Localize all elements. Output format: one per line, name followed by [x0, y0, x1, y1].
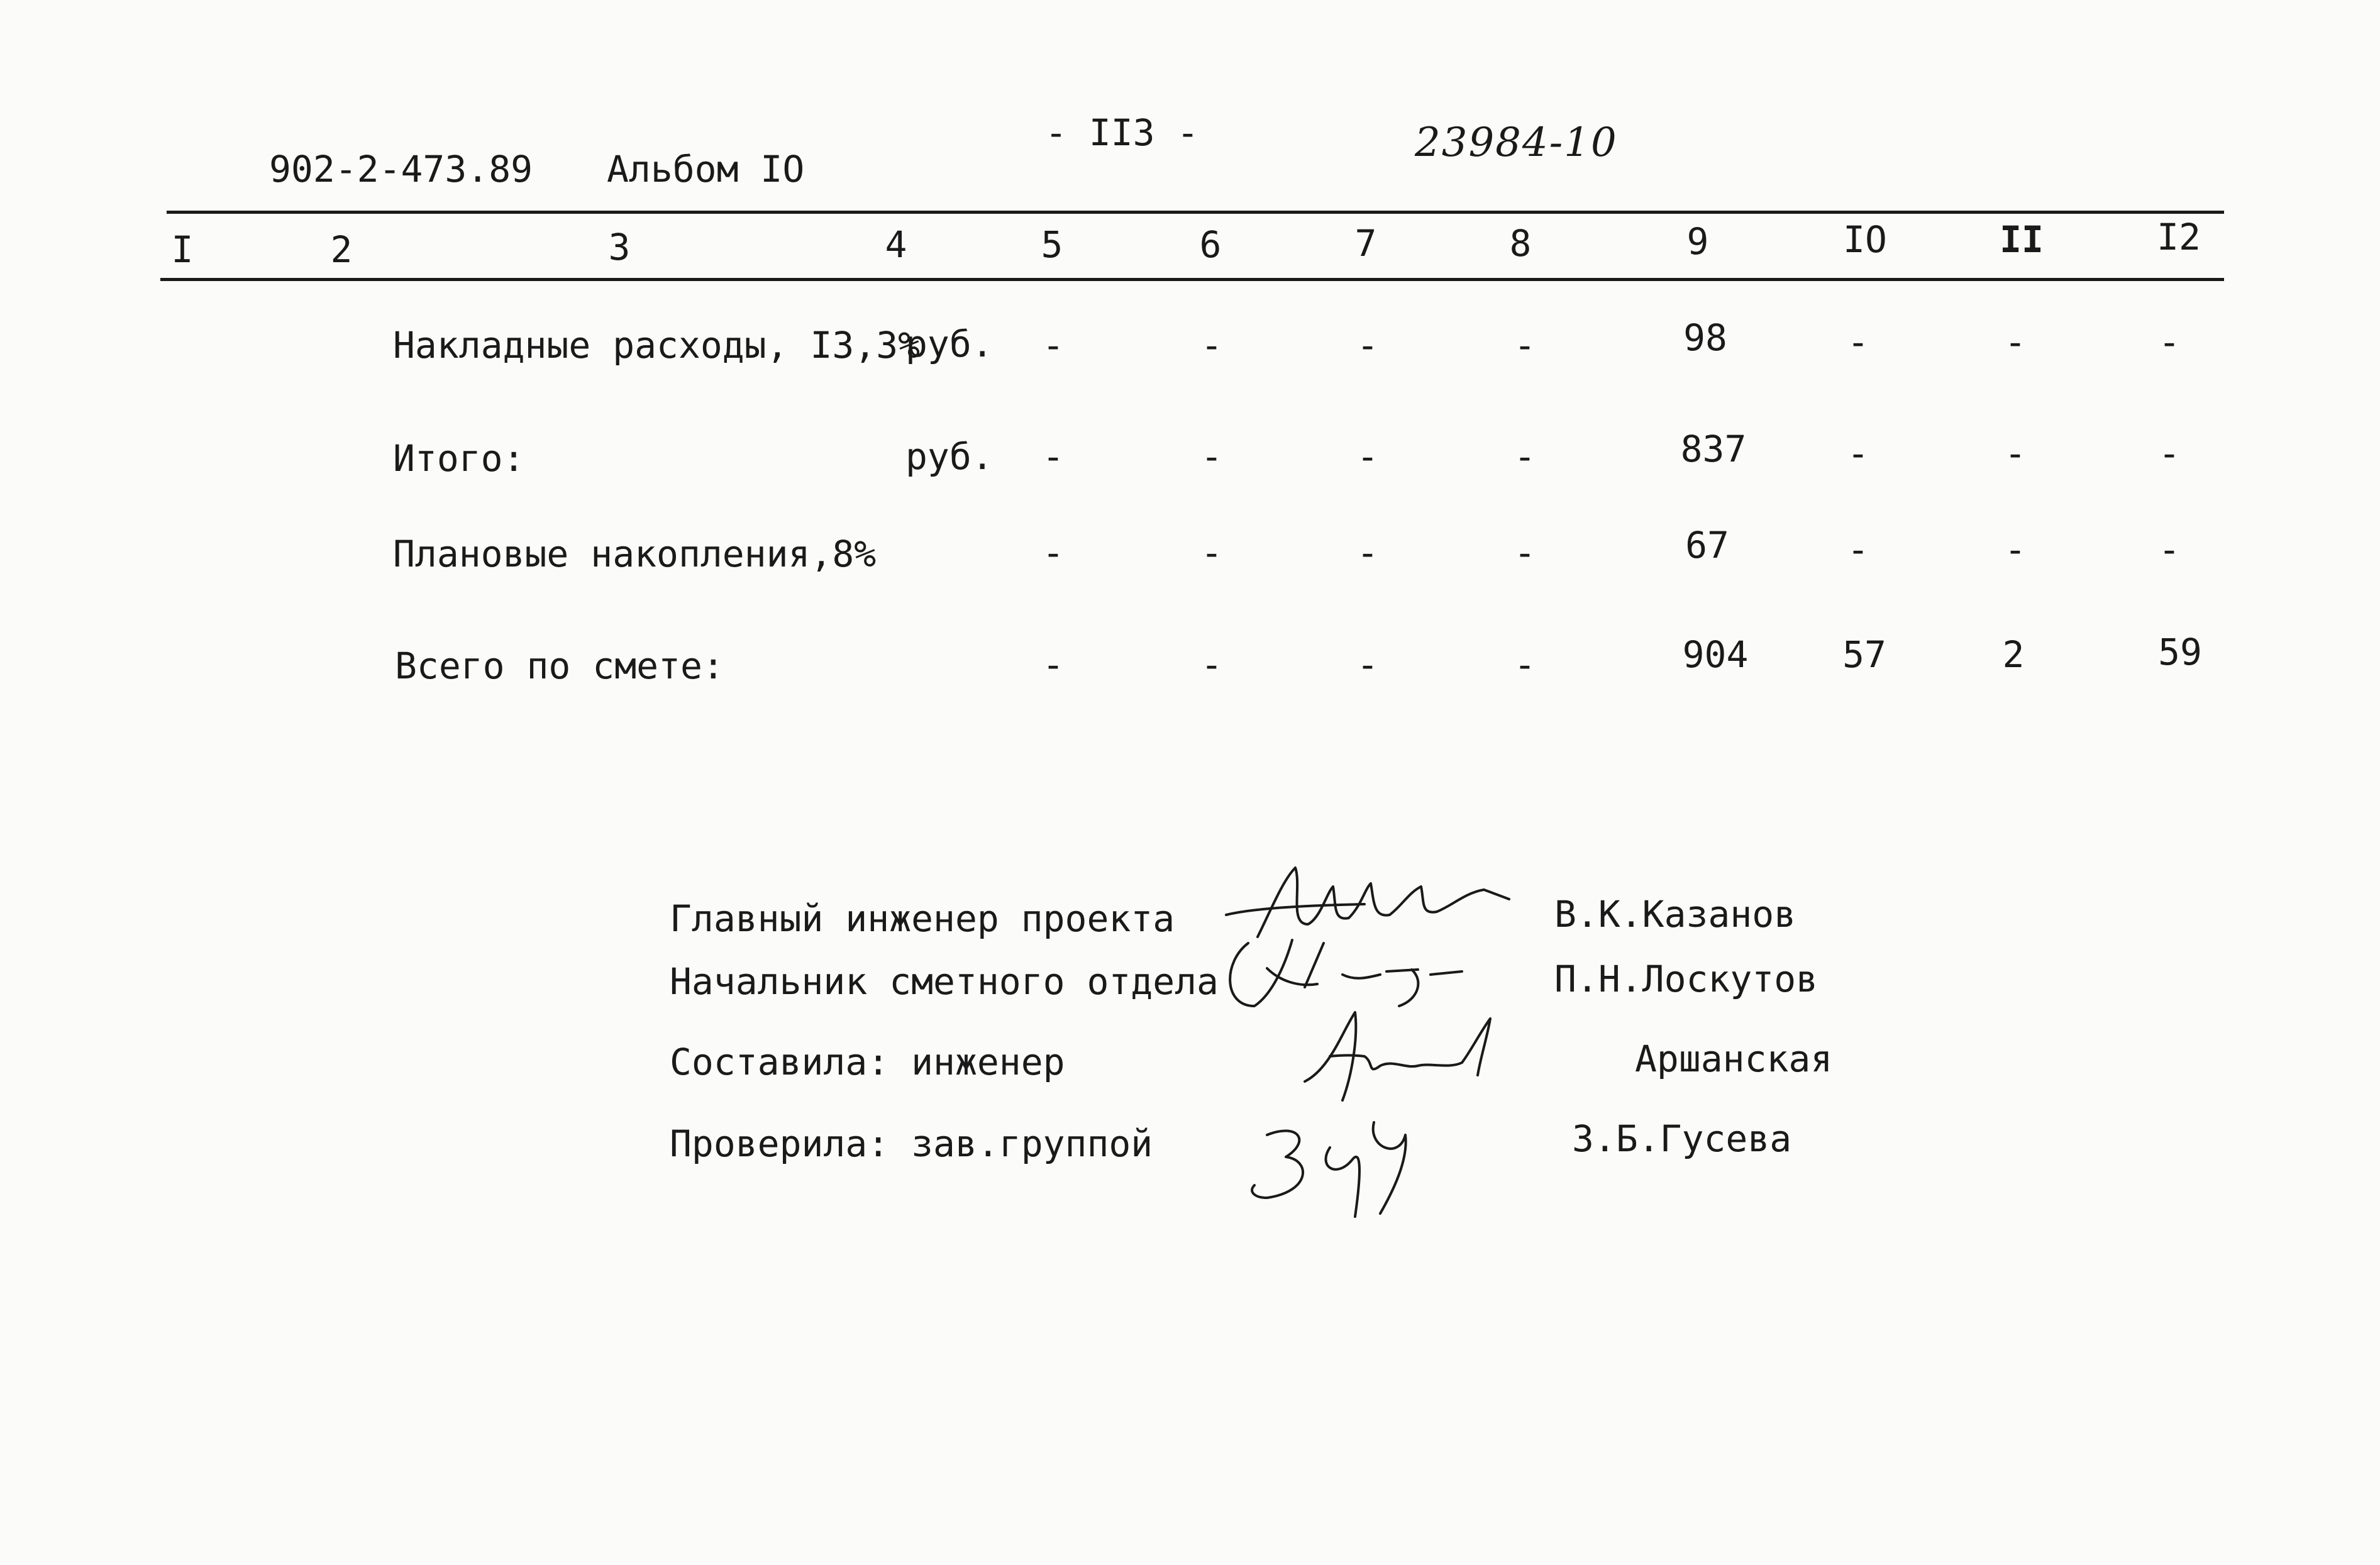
signature-role: Начальник сметного отдела: [670, 960, 1219, 1003]
handwritten-archive-code: 23984-10: [1415, 119, 1618, 166]
table-header-rule: [160, 278, 2224, 281]
row-unit: руб.: [905, 323, 994, 365]
cell-col-7: -: [1356, 643, 1379, 686]
signature-guseva: [1242, 1110, 1443, 1223]
cell-col-7: -: [1356, 324, 1379, 367]
column-number-4: 4: [885, 223, 907, 266]
cell-col-8: -: [1514, 643, 1536, 686]
cell-col-11: -: [2004, 432, 2027, 475]
page-number: - II3 -: [1045, 111, 1199, 154]
cell-col-12: 59: [2158, 631, 2202, 673]
column-number-5: 5: [1041, 223, 1063, 266]
signatory-name: З.Б.Гусева: [1572, 1117, 1792, 1160]
cell-col-11: -: [2004, 528, 2027, 571]
column-number-6: 6: [1199, 223, 1222, 266]
row-label: Итого:: [393, 437, 525, 480]
cell-col-10: -: [1847, 528, 1869, 571]
cell-col-6: -: [1200, 643, 1223, 686]
cell-col-7: -: [1356, 531, 1379, 574]
cell-col-11: 2: [2002, 633, 2025, 676]
column-number-10: IO: [1843, 218, 1887, 261]
cell-col-10: -: [1847, 321, 1869, 363]
cell-col-9: 98: [1683, 316, 1727, 359]
signatory-name: В.К.Казанов: [1554, 893, 1796, 936]
row-label: Плановые накопления,8%: [393, 533, 877, 575]
cell-col-9: 837: [1680, 428, 1747, 470]
row-label: Всего по смете:: [395, 644, 724, 687]
cell-col-5: -: [1042, 531, 1065, 574]
cell-col-11: -: [2004, 321, 2027, 363]
cell-col-9: 67: [1685, 524, 1729, 567]
table-top-rule: [167, 211, 2224, 214]
cell-col-9: 904: [1682, 633, 1749, 676]
column-number-11: II: [2000, 218, 2044, 261]
column-number-12: I2: [2157, 216, 2201, 258]
column-number-9: 9: [1686, 220, 1709, 263]
cell-col-12: -: [2158, 321, 2181, 363]
row-label: Накладные расходы, I3,3%: [393, 324, 921, 367]
column-number-3: 3: [608, 226, 631, 268]
signature-role: Проверила: зав.группой: [670, 1122, 1153, 1165]
signature-arshanskaya: [1292, 1006, 1500, 1107]
signatory-name: Аршанская: [1635, 1037, 1833, 1080]
cell-col-8: -: [1514, 435, 1536, 478]
cell-col-6: -: [1200, 531, 1223, 574]
cell-col-8: -: [1514, 531, 1536, 574]
column-number-8: 8: [1509, 222, 1532, 265]
cell-col-8: -: [1514, 324, 1536, 367]
cell-col-7: -: [1356, 435, 1379, 478]
signature-role: Составила: инженер: [670, 1041, 1065, 1083]
row-unit: руб.: [905, 435, 994, 478]
cell-col-5: -: [1042, 324, 1065, 367]
signature-role: Главный инженер проекта: [670, 897, 1175, 940]
cell-col-5: -: [1042, 435, 1065, 478]
signatory-name: П.Н.Лоскутов: [1554, 958, 1818, 1000]
column-number-7: 7: [1354, 222, 1377, 265]
cell-col-10: -: [1847, 432, 1869, 475]
album-label: Альбом IO: [607, 148, 805, 191]
cell-col-12: -: [2158, 432, 2181, 475]
cell-col-5: -: [1042, 643, 1065, 686]
cell-col-10: 57: [1842, 633, 1886, 676]
cell-col-6: -: [1200, 435, 1223, 478]
cell-col-12: -: [2158, 528, 2181, 571]
document-code: 902-2-473.89: [269, 148, 533, 191]
column-number-2: 2: [330, 228, 353, 271]
cell-col-6: -: [1200, 324, 1223, 367]
column-number-1: I: [171, 228, 194, 271]
